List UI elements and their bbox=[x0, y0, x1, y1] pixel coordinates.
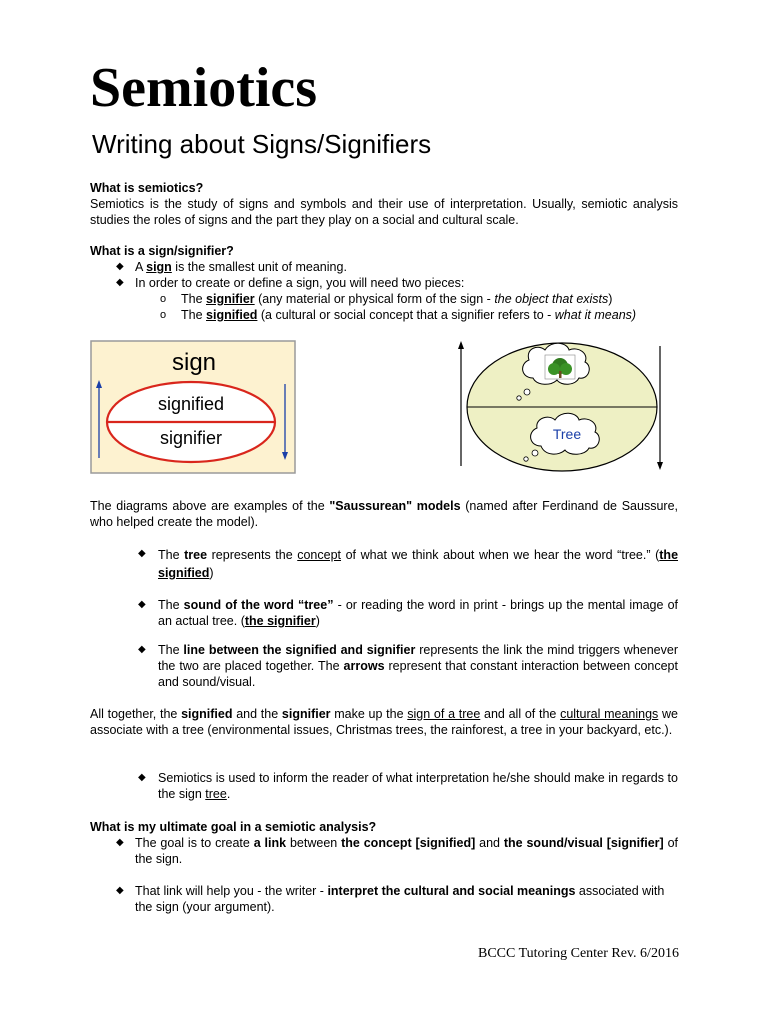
page-footer: BCCC Tutoring Center Rev. 6/2016 bbox=[478, 946, 679, 961]
sign-term: sign bbox=[146, 260, 172, 274]
bullet-icon: ◆ bbox=[138, 599, 146, 610]
section-ultimate-goal bbox=[90, 819, 678, 835]
bullet-icon: ◆ bbox=[116, 837, 124, 848]
list-item: ◆ A sign is the smallest unit of meaning. bbox=[116, 260, 347, 274]
list-item: ◆ In order to create or define a sign, you will need two pieces: bbox=[116, 276, 465, 290]
list-item: ◆ The tree represents the concept of what we think about when we hear the word “tree.” (the signified) bbox=[138, 548, 679, 580]
diagram-description: The diagrams above are examples of the "Saussurean" models (named after Ferdinand de Saussure, who helped create the model). bbox=[90, 499, 678, 529]
question-heading: What is semiotics? bbox=[90, 181, 204, 195]
question-heading: What is my ultimate goal in a semiotic analysis? bbox=[90, 820, 377, 834]
sub-list-item: o The signifier (any material or physical form of the sign - the object that exists) bbox=[160, 292, 613, 306]
saussure-diagram-tree bbox=[455, 338, 669, 476]
paragraph: Semiotics is the study of signs and symbols and their use of interpretation. Usually, semiotic analysis studies the roles of signs and the part they play on a social and cultural scale. bbox=[90, 197, 678, 227]
diagram-label-signified: signified bbox=[157, 394, 225, 414]
bullet-icon: ◆ bbox=[116, 885, 124, 896]
bullet-icon: ◆ bbox=[138, 644, 146, 655]
arrow-up-icon bbox=[458, 341, 464, 466]
bullet-icon: ◆ bbox=[138, 548, 146, 559]
bullet-icon: ◆ bbox=[116, 277, 124, 288]
section-what-is-semiotics bbox=[90, 180, 678, 228]
tree-word-label: Tree bbox=[552, 426, 582, 442]
bullet-icon: ◆ bbox=[116, 261, 124, 272]
list-item: ◆ The goal is to create a link between the concept [signified] and the sound/visual [signifier] of the sign. bbox=[116, 836, 678, 866]
diagram-label-signifier: signifier bbox=[159, 428, 223, 448]
saussure-diagram-sign bbox=[90, 340, 296, 474]
list-item: ◆ The line between the signified and signifier represents the link the mind triggers whenever the two are placed together. The arrows represent that constant interaction between concept and sound/visual. bbox=[138, 643, 678, 689]
list-item: ◆ That link will help you - the writer - interpret the cultural and social meanings associated with the sign (your argument). bbox=[116, 884, 665, 914]
sub-list-item: o The signified (a cultural or social concept that a signifier refers to - what it means) bbox=[160, 308, 637, 322]
circle-bullet-icon: o bbox=[160, 293, 167, 305]
circle-bullet-icon: o bbox=[160, 309, 167, 321]
arrow-down-icon bbox=[657, 346, 663, 470]
section-what-is-sign bbox=[90, 243, 678, 259]
summary-paragraph: All together, the signified and the signifier make up the sign of a tree and all of the cultural meanings we associate with a tree (environmental issues, Christmas trees, the rainforest, a tree in your backyard, etc.). bbox=[90, 707, 678, 737]
question-heading: What is a sign/signifier? bbox=[90, 244, 234, 258]
bullet-icon: ◆ bbox=[138, 772, 146, 783]
page-title: Semiotics bbox=[90, 57, 318, 119]
diagram-label-sign: sign bbox=[171, 349, 217, 376]
list-item: ◆ The sound of the word “tree” - or reading the word in print - brings up the mental image of an actual tree. (the signifier) bbox=[138, 598, 678, 628]
page-subtitle: Writing about Signs/Signifiers bbox=[92, 129, 432, 159]
list-item: ◆ Semiotics is used to inform the reader of what interpretation he/she should make in regards to the sign tree. bbox=[138, 771, 678, 801]
